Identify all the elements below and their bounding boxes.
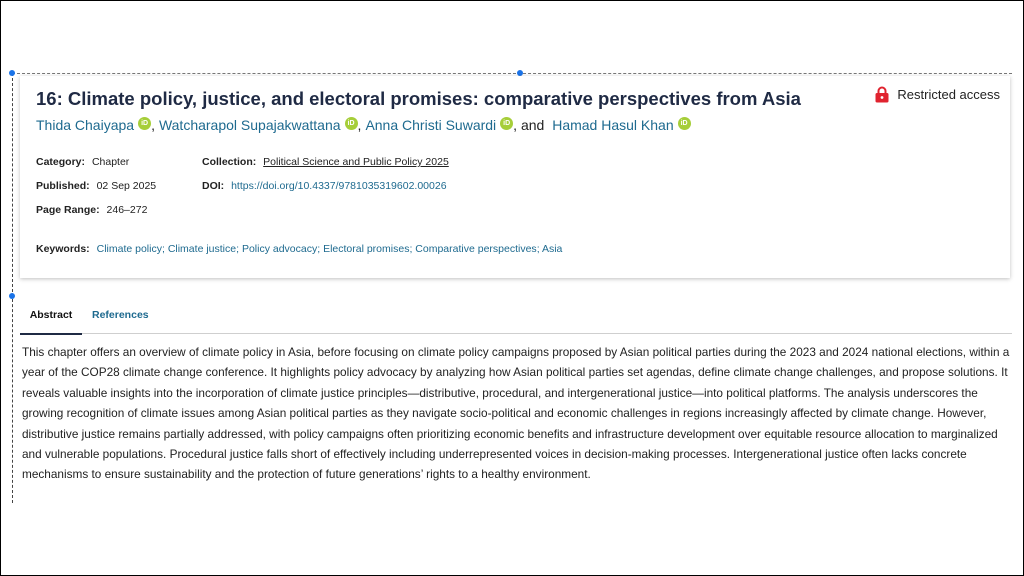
lock-icon — [875, 86, 889, 103]
author-link[interactable]: Anna Christi Suwardi — [365, 117, 497, 133]
keywords-label: Keywords: — [36, 243, 90, 255]
category-label: Category: — [36, 156, 86, 168]
keyword-link[interactable]: Comparative perspectives — [415, 243, 537, 255]
content-tabs — [20, 302, 1012, 334]
page-range-label: Page Range: — [36, 204, 100, 216]
orcid-icon[interactable]: iD — [138, 117, 151, 130]
meta-page-range — [36, 204, 147, 216]
selection-handle-mid-left[interactable] — [9, 293, 15, 299]
published-label: Published: — [36, 180, 90, 192]
selection-handle-top-left[interactable] — [9, 70, 15, 76]
page-range-value: 246–272 — [106, 204, 148, 216]
category-value: Chapter — [91, 156, 130, 168]
keyword-separator: ; — [236, 243, 242, 255]
author-separator: , — [357, 117, 362, 133]
author-separator: , — [151, 117, 155, 133]
meta-published — [36, 180, 156, 192]
author-link[interactable]: Thida Chaiyapa — [36, 117, 135, 133]
keyword-separator: ; — [161, 243, 168, 255]
article-header-card — [20, 76, 1010, 278]
tab-abstract[interactable]: Abstract — [20, 302, 82, 335]
author-link[interactable]: Hamad Hasul Khan — [552, 117, 674, 133]
keyword-link[interactable]: Climate policy — [96, 243, 162, 255]
keyword-link[interactable]: Electoral promises — [323, 243, 410, 255]
meta-category — [36, 156, 129, 168]
article-title: 16: Climate policy, justice, and electoral promises: comparative perspectives from Asia — [36, 88, 801, 109]
keyword-link[interactable]: Climate justice — [167, 243, 237, 255]
author-list — [36, 117, 691, 133]
doi-link[interactable]: https://doi.org/10.4337/9781035319602.00026 — [231, 180, 447, 192]
keyword-separator: ; — [409, 243, 416, 255]
meta-collection — [202, 156, 449, 168]
restricted-access-badge — [875, 86, 1000, 103]
orcid-icon[interactable]: iD — [345, 117, 358, 130]
keyword-link[interactable]: Policy advocacy — [241, 243, 318, 255]
access-label: Restricted access — [897, 87, 1000, 102]
collection-link[interactable]: Political Science and Public Policy 2025 — [263, 156, 449, 168]
keyword-separator: ; — [317, 243, 324, 255]
collection-label: Collection: — [202, 156, 257, 168]
orcid-icon[interactable]: iD — [500, 117, 513, 130]
keyword-link[interactable]: Asia — [541, 243, 563, 255]
selection-outline-top — [12, 73, 1012, 74]
author-separator: , and — [513, 117, 549, 133]
orcid-icon[interactable]: iD — [678, 117, 691, 130]
doi-label: DOI: — [202, 180, 225, 192]
abstract-text: This chapter offers an overview of climate policy in Asia, before focusing on climate policy campaigns proposed by Asian political parties during the 2023 and 2024 national elections, within a year of the COP28 climate change conference. It highlights policy advocacy by analyzing how Asian political parties set agendas, define climate change challenges, and propose solutions. It reveals valuable insights into the incorporation of climate justice principles—distributive, procedural, and intergenerational justice—into political platforms. The analysis underscores the growing recognition of climate issues among Asian political parties as they navigate socio-political and economic challenges in regions increasingly affected by climate change. However, distributive justice remains partially addressed, with policy campaigns often prioritizing economic benefits and infrastructure development over equitable resource allocation to marginalized and vulnerable populations. Procedural justice falls short of effectively including underrepresented voices in decision-making processes. Intergenerational justice often lacks concrete mechanisms to ensure sustainability and the protection of future generations’ rights to a healthy environment. — [22, 345, 1010, 482]
author-link[interactable]: Watcharapol Supajakwattana — [158, 117, 341, 133]
meta-doi — [202, 180, 447, 192]
selection-outline-left — [12, 73, 13, 503]
keywords-row — [36, 243, 562, 255]
published-value: 02 Sep 2025 — [96, 180, 157, 192]
tab-references[interactable]: References — [92, 309, 149, 321]
keyword-separator: ; — [536, 243, 542, 255]
